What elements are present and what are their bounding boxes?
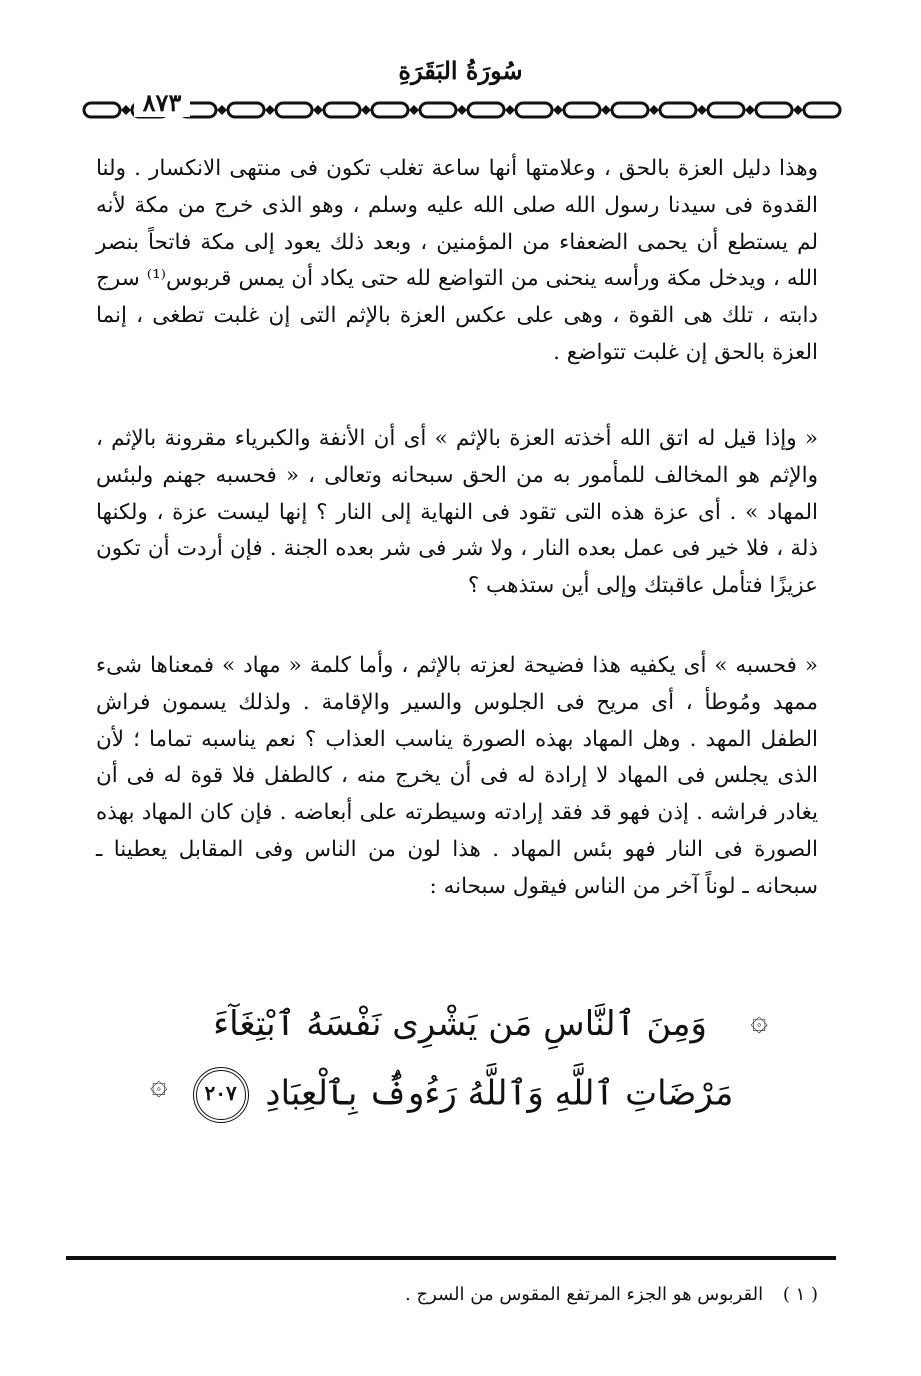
body-paragraph-1: وهذا دليل العزة بالحق ، وعلامتها أنها ساعة تغلب تكون فى منتهى الانكسار . ولنا القدوة فى سيدنا رسول الله صلى الله عليه وسلم ، وهو الذى خرج من مكة لأنه لم يستطع أن يحمى الضعفاء من المؤمنين ، وبعد ذلك يعود إلى مكة فاتحاً بنصر الله ، ويدخل مكة ورأسه ينحنى من التواضع لله حتى يكاد أن يمس قربوس⁽¹⁾ سرج دابته ، تلك هى القوة ، وهى على عكس العزة بالإثم التى إن غلبت تطغى ، إنما العزة بالحق إن غلبت تتواضع . — [96, 156, 819, 365]
verse-line-2-wrapper — [140, 1067, 780, 1123]
chain-diamond — [601, 105, 611, 115]
chain-diamond — [409, 105, 419, 115]
footnote-text: القربوس هو الجزء المرتفع المقوس من السرج . — [405, 1284, 764, 1305]
quran-verse — [140, 995, 780, 1145]
chain-diamond — [649, 105, 659, 115]
page-number: ٨٧٣ — [134, 88, 190, 117]
chain-link — [804, 103, 840, 117]
chain-diamond — [457, 105, 467, 115]
chain-link — [372, 103, 408, 117]
chain-link — [276, 103, 312, 117]
chain-diamond — [697, 105, 707, 115]
footnote — [96, 1284, 818, 1305]
chain-link — [228, 103, 264, 117]
chain-diamond — [505, 105, 515, 115]
chain-diamond — [793, 105, 803, 115]
verse-close-ornament-icon: ۞ — [150, 1067, 168, 1102]
chain-link — [420, 103, 456, 117]
body-paragraph-2: « وإذا قيل له اتق الله أخذته العزة بالإثم » أى أن الأنفة والكبرياء مقرونة بالإثم ، والإثم هو المخالف للمأمور به من الحق سبحانه وتعالى ، « فحسبه جهنم ولبئس المهاد » . أى عزة هذه التى تقود فى النهاية إلى النار ؟ إنها ليست عزة ، ولكنها ذلة ، فلا خير فى عمل بعده النار ، ولا شر فى شر بعده الجنة . فإن أردت أن تكون عزيزًا فتأمل عاقبتك وإلى أين ستذهب ؟ — [96, 426, 818, 599]
chain-diamond — [745, 105, 755, 115]
chain-diamond — [361, 105, 371, 115]
chain-diamond — [121, 105, 131, 115]
chain-link — [84, 103, 120, 117]
verse-line-2: مَرْضَاتِ ٱللَّهِ وَٱللَّهُ رَءُوفٌۢ بِٱلْعِبَادِ — [265, 1073, 734, 1114]
body-paragraph-3: « فحسبه » أى يكفيه هذا فضيحة لعزته بالإثم ، وأما كلمة « مهاد » فمعناها شىء ممهد ومُوطأ ، أى مريح فى الجلوس والسير والإقامة . ولذلك يسمون فراش الطفل المهد . وهل المهاد بهذه الصورة يناسب العذاب ؟ نعم يناسبه تماما ؛ لأن الذى يجلس فى المهاد لا إرادة له فى أن يخرج منه ، كالطفل فلا قوة له فى أن يغادر فراشه . إذن فهو قد فقد إرادته وسيطرته على أبعاضه . فإن كان المهاد بهذه الصورة فى النار فهو بئس المهاد . هذا لون من الناس وفى المقابل يعطينا ـ سبحانه ـ لوناً آخر من الناس فيقول سبحانه : — [96, 653, 818, 899]
chain-link — [756, 103, 792, 117]
chain-link — [516, 103, 552, 117]
ayah-number-medallion: ٢٠٧ — [193, 1067, 249, 1123]
chain-diamond — [217, 105, 227, 115]
chain-link — [564, 103, 600, 117]
verse-line-1: وَمِنَ ٱلنَّاسِ مَن يَشْرِى نَفْسَهُ ٱبْتِغَآءَ — [213, 1004, 707, 1044]
footnote-marker: ( ١ ) — [782, 1284, 818, 1305]
ornamental-border — [82, 93, 856, 127]
chain-diamond — [313, 105, 323, 115]
chain-link — [612, 103, 648, 117]
surah-title: سُورَةُ البَقَرَةِ — [398, 56, 523, 85]
chain-link — [660, 103, 696, 117]
chain-diamond — [265, 105, 275, 115]
chain-link — [708, 103, 744, 117]
chain-link — [324, 103, 360, 117]
chain-diamond — [553, 105, 563, 115]
chain-link — [468, 103, 504, 117]
chain-ornament — [82, 93, 856, 127]
footnote-divider — [66, 1256, 836, 1260]
verse-open-ornament-icon: ۞ — [750, 1003, 768, 1038]
